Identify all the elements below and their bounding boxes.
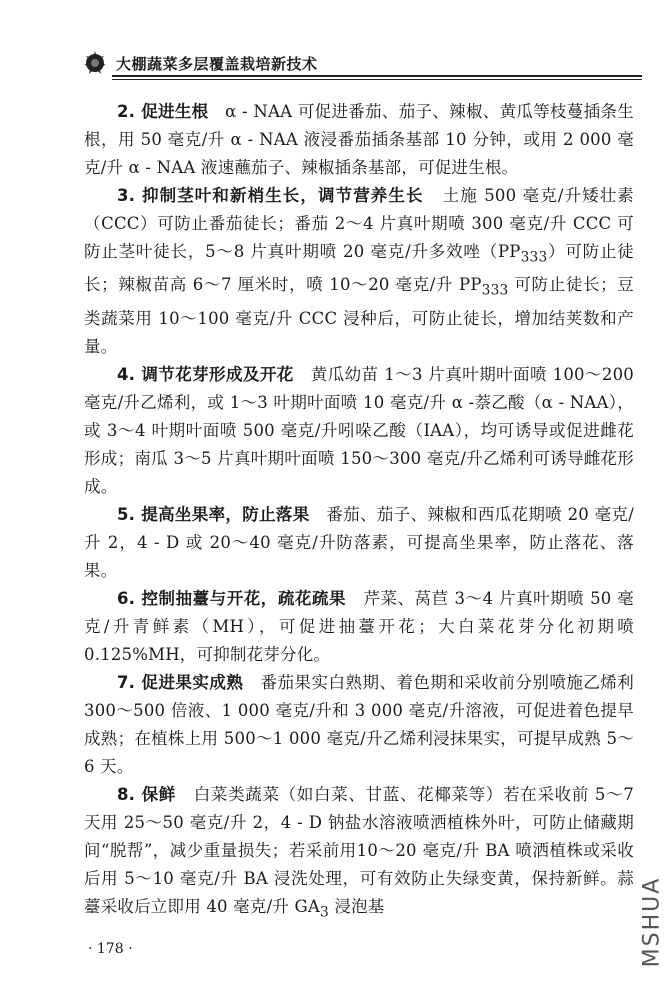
paragraph-heading: 7. 促进果实成熟 xyxy=(117,672,244,692)
paragraph-heading: 6. 控制抽薹与开花，疏花疏果 xyxy=(117,588,347,608)
paragraph-fruit-ripening xyxy=(84,669,634,781)
paragraph-text: 黄瓜幼苗 1～3 片真叶期叶面喷 100～200 毫克/升乙烯利，或 1～3 叶期叶面喷 10 毫克/升 α -萘乙酸（α - NAA），或 3～4 叶期叶面喷 500 毫克/升吲哚乙酸（IAA），均可诱导或促进雌花形成；南瓜 3～5 片真叶期叶面喷 150～300 毫克/升乙烯利可诱导雌花形成。 xyxy=(84,364,634,496)
running-header xyxy=(86,48,642,82)
paragraph-heading: 4. 调节花芽形成及开花 xyxy=(117,364,294,384)
paragraph-text: 芹菜、莴苣 3～4 片真叶期喷 50 毫克/升青鲜素（MH），可促进抽薹开花；大白菜花芽分化初期喷 0.125%MH，可抑制花芽分化。 xyxy=(84,588,634,664)
paragraph-promote-rooting xyxy=(84,98,634,182)
page-body xyxy=(84,98,634,926)
paragraph-preservation xyxy=(84,781,634,926)
paragraph-heading: 2. 促进生根 xyxy=(117,102,209,121)
watermark xyxy=(638,857,666,987)
paragraph-fruit-setting xyxy=(84,501,634,585)
leaf-emblem-icon xyxy=(80,48,110,78)
page-number: · 178 · xyxy=(88,941,133,957)
watermark-text: MSHUA xyxy=(639,876,665,968)
paragraph-inhibit-growth xyxy=(84,182,634,361)
paragraph-text: α - NAA 可促进番茄、茄子、辣椒、黄瓜等枝蔓插条生根，用 50 毫克/升 α - NAA 液浸番茄插条基部 10 分钟，或用 2 000 毫克/升 α - NAA 液速蘸茄子、辣椒插条基部，可促进生根。 xyxy=(84,102,634,177)
paragraph-text: 白菜类蔬菜（如白菜、甘蓝、花椰菜等）若在采收前 5～7 天用 25～50 毫克/升 2，4 - D 钠盐水溶液喷洒植株外叶，可防止储藏期间“脱帮”，减少重量损失；若采前用10～20 毫克/升 BA 喷洒植株或采收后用 5～10 毫克/升 BA 浸洗处理，可有效防止失绿变黄，保持新鲜。蒜薹采收后立即用 40 毫克/升 $GA_3$ 浸泡基 xyxy=(84,784,634,920)
paragraph-text: 番茄果实白熟期、着色期和采收前分别喷施乙烯利 300～500 倍液、1 000 毫克/升和 3 000 毫克/升溶液，可促进着色提早成熟；在植株上用 500～1 000 毫克/升乙烯利浸抹果实，可提早成熟 5～6 天。 xyxy=(84,672,634,776)
header-rule xyxy=(112,75,642,77)
paragraph-text: 番茄、茄子、辣椒和西瓜花期喷 20 毫克/升 2，4 - D 或 20～40 毫克/升防落素，可提高坐果率，防止落花、落果。 xyxy=(84,504,634,580)
paragraph-heading: 3. 抑制茎叶和新梢生长，调节营养生长 xyxy=(117,186,424,205)
paragraph-heading: 8. 保鲜 xyxy=(117,784,176,804)
paragraph-flower-bud xyxy=(84,361,634,501)
header-rule-thin xyxy=(112,79,642,80)
paragraph-text: 土施 500 毫克/升矮壮素（CCC）可防止番茄徒长；番茄 2～4 片真叶期喷 300 毫克/升 CCC 可防止茎叶徒长，5～8 片真叶期喷 20 毫克/升多效唑$(PP_{333})$可防止徒长；辣椒苗高 6～7 厘米时，喷 10～20 毫克/升 $PP_{333}$ 可防止徒长；豆类蔬菜用 10～100 毫克/升 CCC 浸种后，可防止徒长，增加结荚数和产量。 xyxy=(84,186,635,356)
paragraph-bolting-control xyxy=(84,585,634,669)
header-title: 大棚蔬菜多层覆盖栽培新技术 xyxy=(116,55,318,73)
paragraph-heading: 5. 提高坐果率，防止落果 xyxy=(117,504,310,524)
